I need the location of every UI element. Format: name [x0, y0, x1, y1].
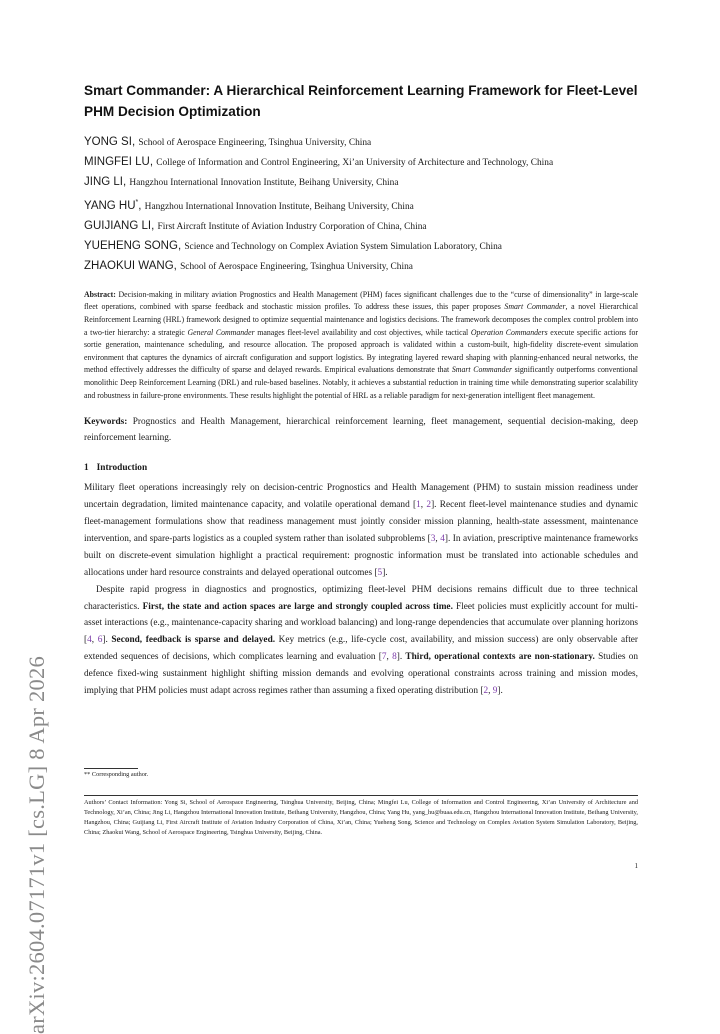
- author-name: MINGFEI LU: [84, 156, 150, 168]
- abstract: [84, 289, 638, 402]
- section-number: 1: [84, 463, 89, 474]
- footnote-rule: [84, 768, 138, 769]
- paragraph-text: ,: [91, 635, 98, 646]
- author-affiliation: First Aircraft Institute of Aviation Industry Corporation of China, China: [157, 221, 427, 232]
- citation-link[interactable]: 4: [440, 533, 445, 544]
- arxiv-identifier: arXiv:2604.07171v1 [cs.LG] 8 Apr 2026: [24, 656, 49, 1034]
- paragraph-text: Key metrics (e.g., life-cycle cost, availability, and mission success) are only observable after extended sequences of decisions, which complicates learning and evaluation [: [84, 635, 639, 663]
- footnote: ** Corresponding author.: [84, 771, 149, 778]
- citation-link[interactable]: 4: [87, 635, 92, 646]
- paragraph-text: ].: [497, 686, 503, 697]
- author-affiliation: Science and Technology on Complex Aviation System Simulation Laboratory, China: [184, 241, 502, 252]
- author-affiliation: Hangzhou International Innovation Institute, Beihang University, China: [144, 201, 414, 212]
- author-entry: YANG HU*, Hangzhou International Innovation Institute, Beihang University, China: [84, 199, 414, 212]
- abstract-emphasis: General Commander: [187, 327, 255, 337]
- paragraph-text: ,: [420, 500, 427, 511]
- citation-link[interactable]: 1: [416, 500, 421, 511]
- abstract-text: manages fleet-level availability and cost objectives, while tactical: [254, 327, 471, 337]
- abstract-text: , a novel Hierarchical Reinforcement Learning (HRL) framework designed to optimize sequential maintenance and logistics decisions. The framework decomposes the complex control problem into a two-tier hierarchy: a strategic: [84, 302, 638, 337]
- keywords-text: Prognostics and Health Management, hierarchical reinforcement learning, fleet management, sequential decision-making, deep reinforcement learning.: [84, 417, 638, 443]
- author-entry: YUEHENG SONG, Science and Technology on Complex Aviation System Simulation Laboratory, China: [84, 239, 502, 252]
- paragraph-text: ].: [102, 635, 112, 646]
- abstract-label: Abstract:: [84, 289, 116, 299]
- paragraph-text: ]. Recent fleet-level maintenance studies and dynamic fleet-management formulations show that readiness management must jointly consider mission planning, health-state assessment, maintenance intervention, and spare-parts logistics as a coupled system rather than isolated subproblems [: [84, 500, 638, 544]
- citation-link[interactable]: 5: [377, 567, 383, 578]
- paragraph: [84, 582, 638, 700]
- contact-rule: [84, 795, 638, 796]
- abstract-text: significantly outperforms conventional monolithic Deep Reinforcement Learning (DRL) and rule-based baselines. Notably, it achieves a substantial reduction in training time while demonstrating superior scalability and robustness in failure-prone environments. These results highlight the potential of HRL as a reliable paradigm for next-generation intelligent fleet management.: [84, 365, 638, 400]
- keywords-label: Keywords:: [84, 417, 128, 428]
- section-title: Introduction: [96, 463, 148, 474]
- author-name: YANG HU: [84, 199, 136, 212]
- abstract-text: execute specific actions for sortie generation, maintenance scheduling, and resource allocation. The proposed approach is validated within a custom-built, high-fidelity discrete-event simulation environment that captures the dynamics of aircraft configuration and support logistics. By integrating layered reward shaping with planning-enhanced neural networks, the method effectively addresses the difficulty of sparse and delayed rewards. Empirical evaluations demonstrate that: [84, 327, 638, 375]
- paragraph-text: Despite rapid progress in diagnostics and prognostics, optimizing fleet-level PHM decisions remains difficult due to three technical characteristics.: [84, 584, 638, 612]
- author-affiliation: Hangzhou International Innovation Institute, Beihang University, China: [129, 178, 399, 188]
- section-heading: [84, 462, 638, 474]
- paragraph-text: Fleet policies must explicitly account for multi-asset interactions (e.g., maintenance-capacity sharing and workload balancing) and long-range dependencies that accumulate over planning horizons [: [84, 601, 638, 646]
- paragraph-text: ].: [382, 567, 388, 578]
- author-name: GUIJIANG LI: [84, 219, 152, 232]
- corresponding-mark: *: [135, 199, 139, 206]
- paragraph-text: Studies on defence fixed-wing sustainment highlight shifting mission demands and evolving operational constraints across training and mission modes, implying that PHM policies must adapt across regimes rather than assuming a fixed operating distribution [: [84, 652, 638, 697]
- paragraph-text: ,: [488, 686, 493, 697]
- author-name: YONG SI: [84, 136, 132, 148]
- author-entry: JING LI, Hangzhou International Innovation Institute, Beihang University, China: [84, 176, 399, 188]
- citation-link[interactable]: 6: [97, 635, 103, 646]
- author-entry: GUIJIANG LI, First Aircraft Institute of Aviation Industry Corporation of China, China: [84, 219, 427, 232]
- author-entry: MINGFEI LU, College of Information and Control Engineering, Xi’an University of Architecture and Technology, China: [84, 156, 554, 168]
- citation-link[interactable]: 2: [426, 500, 432, 511]
- paper-title: Smart Commander: A Hierarchical Reinforcement Learning Framework for Fleet-Level PHM Decision Optimization: [84, 83, 638, 119]
- paragraph-bold: Third, operational contexts are non-stationary.: [405, 652, 595, 663]
- author-affiliation: School of Aerospace Engineering, Tsinghua University, China: [180, 261, 413, 272]
- paragraph-bold: Second, feedback is sparse and delayed.: [111, 635, 276, 646]
- citation-link[interactable]: 2: [483, 686, 489, 697]
- paragraph-text: Military fleet operations increasingly rely on decision-centric Prognostics and Health Management (PHM) to sustain mission readiness under uncertain degradation, limited maintenance capacity, and volatile operational demand [: [84, 483, 638, 511]
- abstract-text: Decision-making in military aviation Prognostics and Health Management (PHM) faces significant challenges due to the “curse of dimensionality” in large-scale fleet operations, combined with sparse feedback and stochastic mission profiles. To address these issues, this paper proposes: [84, 289, 638, 312]
- author-affiliation: School of Aerospace Engineering, Tsinghua University, China: [138, 138, 372, 148]
- author-list: [84, 133, 638, 277]
- author-name: JING LI: [84, 176, 123, 188]
- author-name: ZHAOKUI WANG: [84, 259, 174, 272]
- author-contact-info: Authors’ Contact Information: Yong Si, School of Aerospace Engineering, Tsinghua University, Beijing, China; Mingfei Lu, College of Information and Control Engineering, Xi’an University of Architecture and Technology, Xi’an, China; Jing Li, Hangzhou International Innovation Institute, Beihang University, Hangzhou, China; Yang Hu, yang_hu@buaa.edu.cn, Hangzhou International Innovation Institute, Beihang University, Hangzhou, China; Guijiang Li, First Aircraft Institute of Aviation Industry Corporation of China, Xi’an, China; Yueheng Song, Science and Technology on Complex Aviation System Simulation Laboratory, Beijing, China; Zhaokui Wang, School of Aerospace Engineering, Tsinghua University, Beijing, China.: [84, 799, 638, 836]
- abstract-emphasis: Smart Commander: [504, 302, 566, 312]
- paragraph-text: ].: [396, 652, 406, 663]
- paper-body: [84, 80, 638, 700]
- author-name: YUEHENG SONG: [84, 239, 178, 252]
- citation-link[interactable]: 3: [430, 533, 436, 544]
- paragraph-text: ]. In aviation, prescriptive maintenance frameworks built on discrete-event simulation highlight a practical requirement: prognostic information must be translated into actionable schedules and allocations under hard resource constraints and delayed operational outcomes [: [84, 533, 639, 578]
- page-number: 1: [634, 862, 638, 870]
- arxiv-stamp: [22, 264, 52, 1034]
- paragraph-text: ,: [386, 652, 393, 663]
- keywords: [84, 415, 638, 446]
- citation-link[interactable]: 8: [392, 652, 397, 663]
- author-entry: ZHAOKUI WANG, School of Aerospace Engineering, Tsinghua University, China: [84, 259, 413, 272]
- author-entry: YONG SI, School of Aerospace Engineering, Tsinghua University, China: [84, 136, 372, 148]
- paragraph-bold: First, the state and action spaces are large and strongly coupled across time.: [142, 601, 453, 612]
- paragraph: [84, 480, 638, 581]
- author-affiliation: College of Information and Control Engineering, Xi’an University of Architecture and Technology, China: [156, 158, 554, 168]
- abstract-emphasis: Smart Commander: [451, 365, 513, 375]
- abstract-emphasis: Operation Commanders: [470, 327, 548, 337]
- citation-link[interactable]: 9: [492, 686, 498, 697]
- citation-link[interactable]: 7: [381, 652, 387, 663]
- paragraph-text: ,: [435, 533, 441, 544]
